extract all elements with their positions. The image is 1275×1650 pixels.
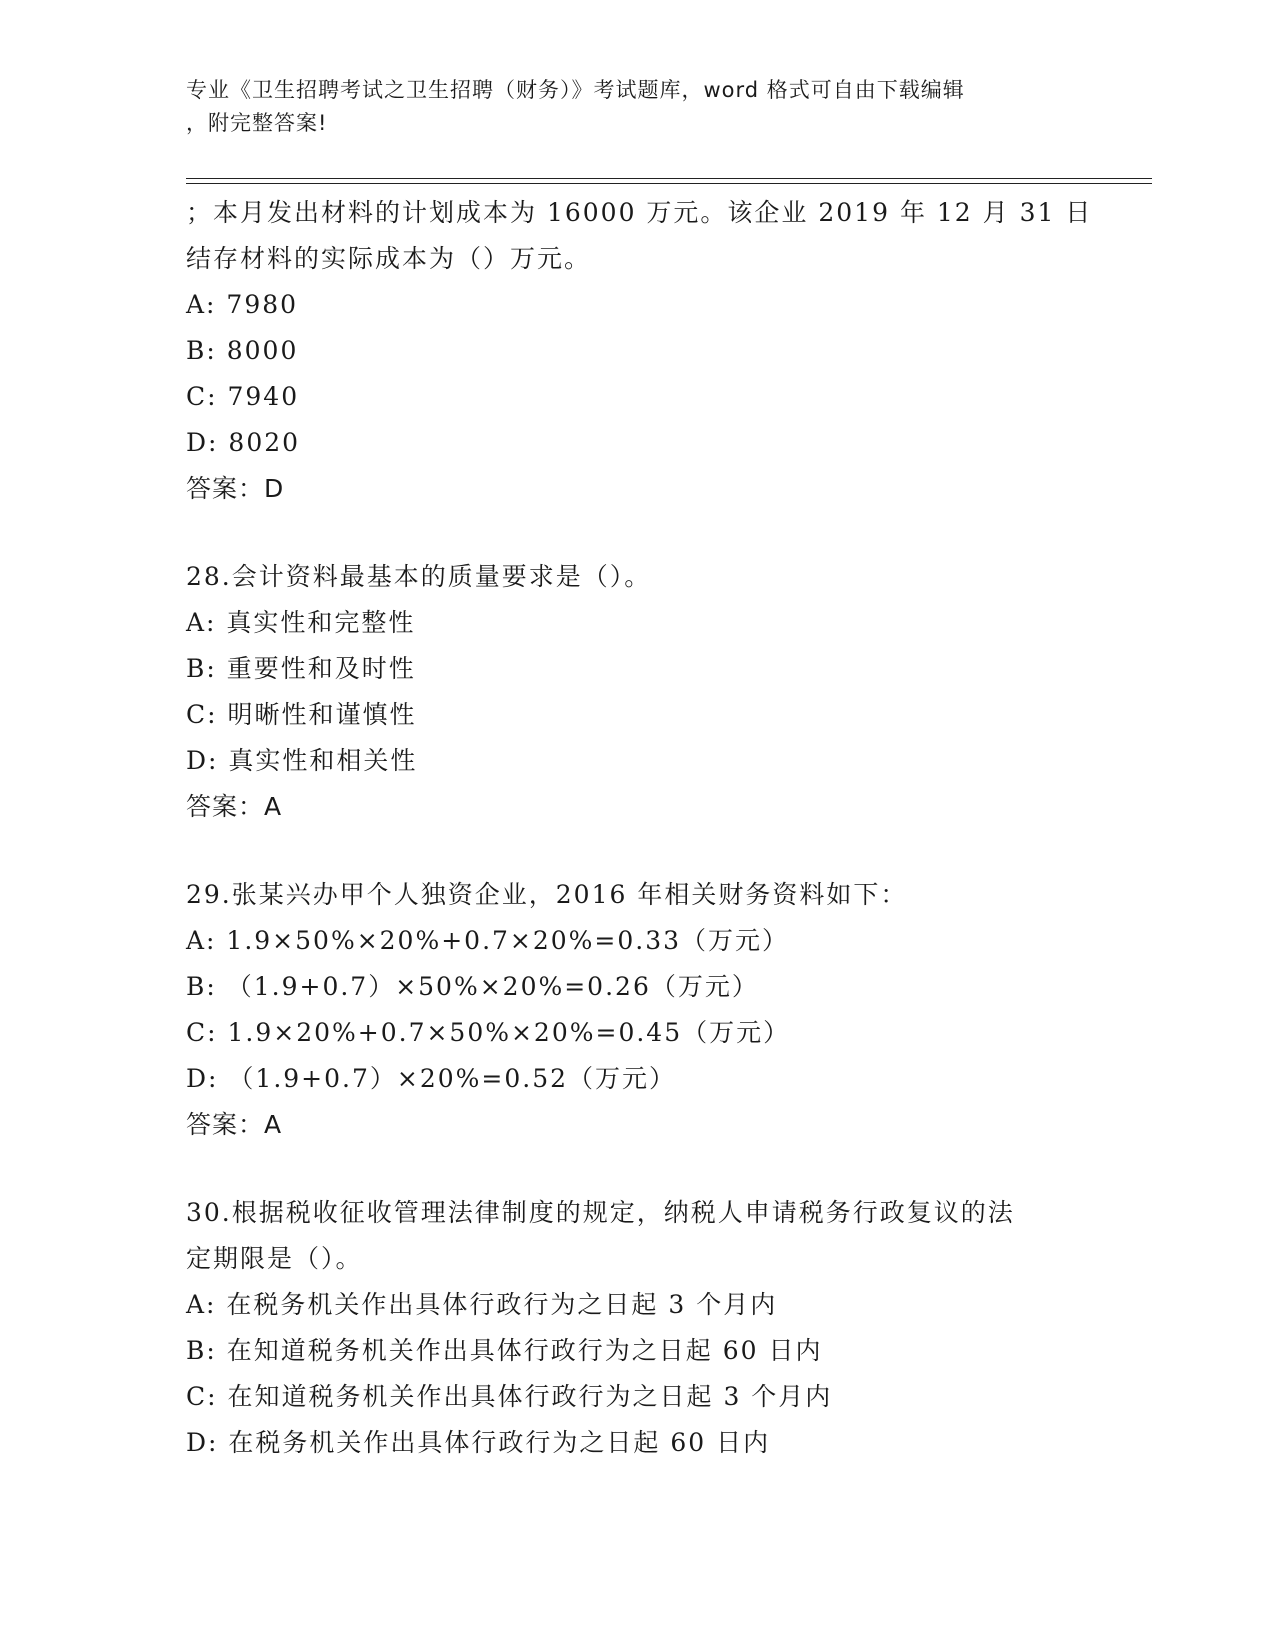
option-b: B: 重要性和及时性	[186, 654, 416, 683]
option-c: C: 1.9×20%+0.7×50%×20%=0.45（万元）	[186, 1018, 791, 1047]
option-a: A: 在税务机关作出具体行政行为之日起 3 个月内	[186, 1290, 778, 1319]
question-30	[186, 1190, 1086, 1466]
answer-line: 答案：D	[186, 474, 285, 503]
question-stem-line: 30.根据税收征收管理法律制度的规定，纳税人申请税务行政复议的法	[186, 1198, 1015, 1227]
answer-line: 答案：A	[186, 792, 283, 821]
header-line-2: ，附完整答案!	[186, 111, 328, 135]
option-d: D: 在税务机关作出具体行政行为之日起 60 日内	[186, 1428, 771, 1457]
header-divider-bottom	[186, 183, 1152, 184]
question-stem-line: ；本月发出材料的计划成本为 16000 万元。该企业 2019 年 12 月 31 日	[186, 198, 1093, 227]
option-a: A: 7980	[186, 290, 299, 319]
question-list	[186, 190, 1093, 1508]
option-a: A: 1.9×50%×20%+0.7×20%=0.33（万元）	[186, 926, 790, 955]
question-stem-line: 定期限是（）。	[186, 1244, 363, 1273]
header-line-1: 专业《卫生招聘考试之卫生招聘（财务）》考试题库，word 格式可自由下载编辑	[186, 78, 965, 102]
question-29	[186, 872, 1086, 1148]
question-stem-line: 28.会计资料最基本的质量要求是（）。	[186, 562, 652, 591]
header-divider-top	[186, 178, 1152, 179]
option-d: D: 8020	[186, 428, 301, 457]
option-d: D: （1.9+0.7）×20%=0.52（万元）	[186, 1064, 677, 1093]
option-b: B: （1.9+0.7）×50%×20%=0.26（万元）	[186, 972, 759, 1001]
option-c: C: 7940	[186, 382, 300, 411]
question-stem-line: 29.张某兴办甲个人独资企业，2016 年相关财务资料如下：	[186, 880, 908, 909]
option-c: C: 明晰性和谨慎性	[186, 700, 417, 729]
answer-line: 答案：A	[186, 1110, 283, 1139]
option-b: B: 8000	[186, 336, 299, 365]
option-d: D: 真实性和相关性	[186, 746, 418, 775]
document-header	[186, 74, 1066, 140]
question-27	[186, 190, 1093, 512]
option-c: C: 在知道税务机关作出具体行政行为之日起 3 个月内	[186, 1382, 833, 1411]
option-a: A: 真实性和完整性	[186, 608, 416, 637]
option-b: B: 在知道税务机关作出具体行政行为之日起 60 日内	[186, 1336, 823, 1365]
question-28	[186, 554, 1086, 830]
question-stem-line: 结存材料的实际成本为（）万元。	[186, 244, 592, 273]
